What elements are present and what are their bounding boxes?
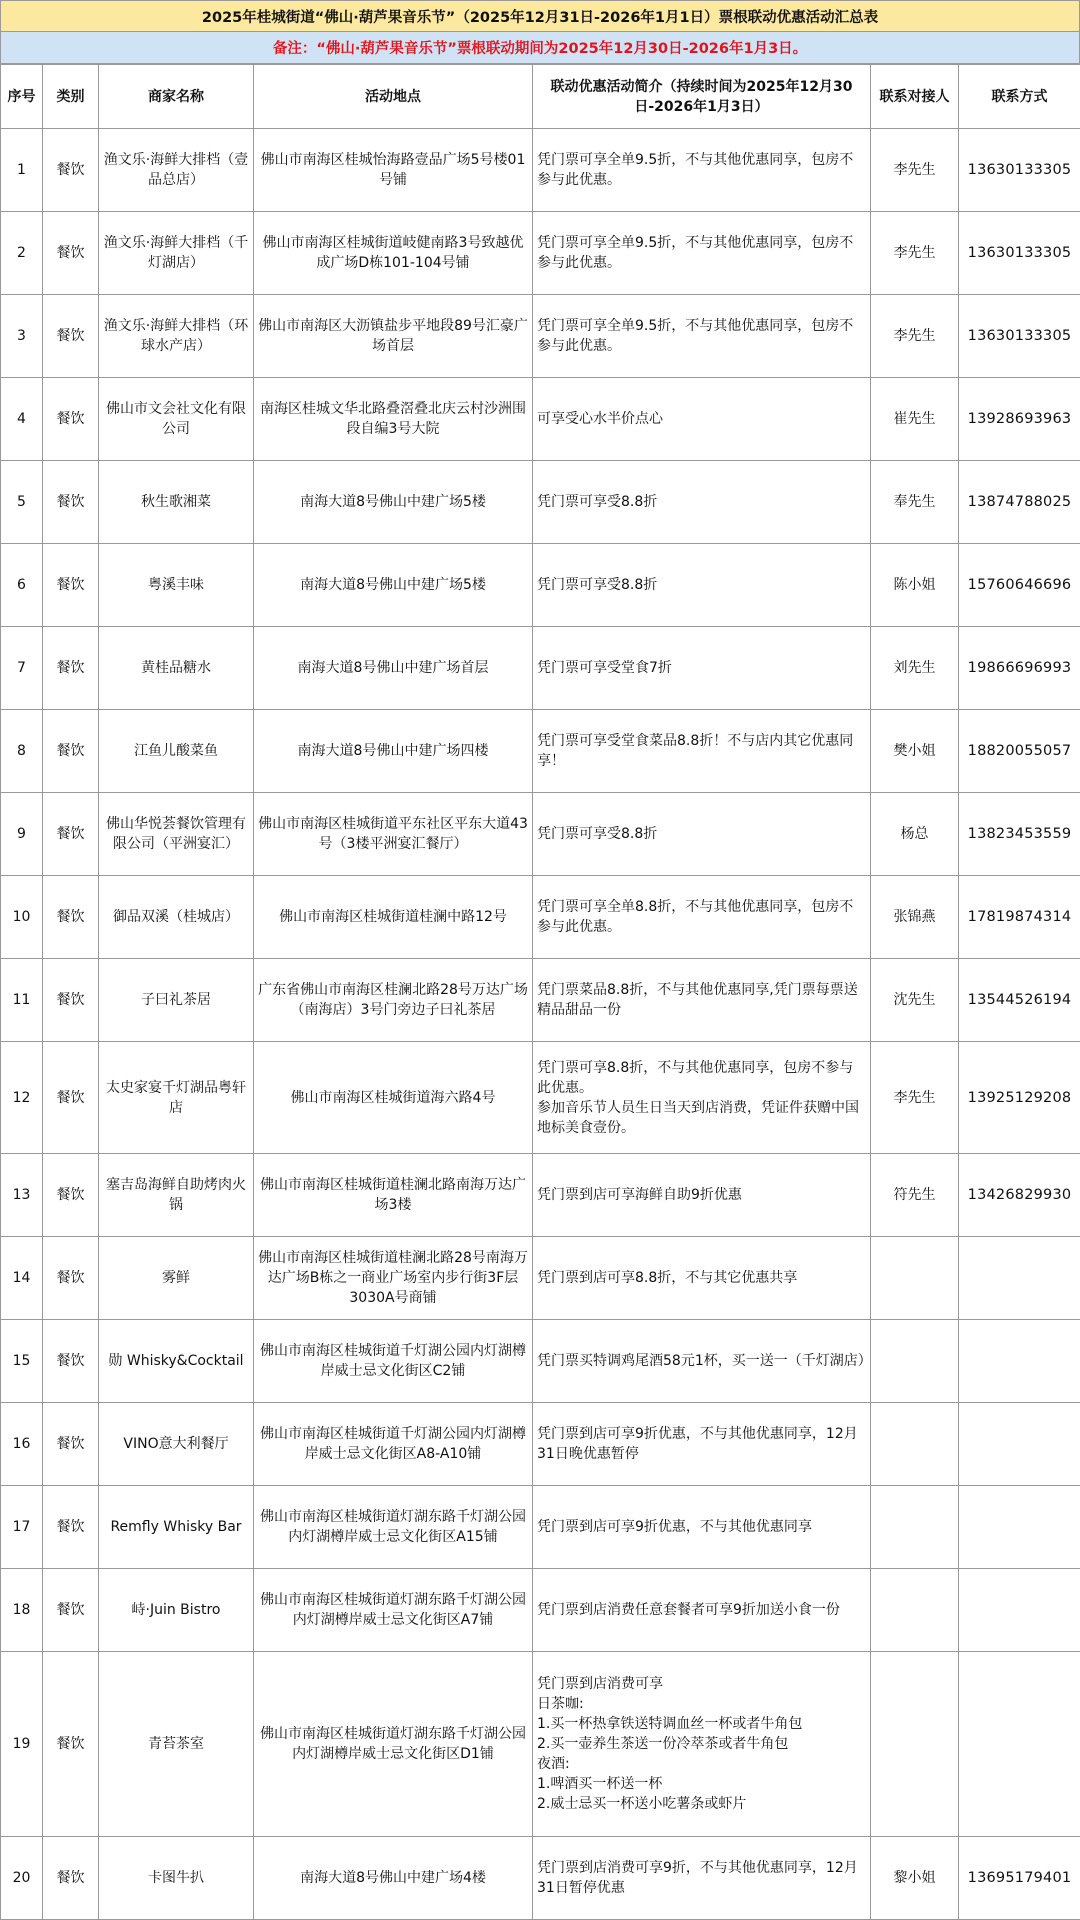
cell-phone: 13630133305 (959, 212, 1080, 295)
cell-phone: 19866696993 (959, 627, 1080, 710)
cell-location: 佛山市南海区桂城怡海路壹品广场5号楼01号铺 (254, 129, 533, 212)
cell-offer: 凭门票到店可享9折优惠，不与其他优惠同享，12月31日晚优惠暂停 (533, 1403, 871, 1486)
cell-location: 广东省佛山市南海区桂澜北路28号万达广场（南海店）3号门旁边子曰礼茶居 (254, 959, 533, 1042)
cell-category: 餐饮 (43, 1042, 99, 1154)
cell-merchant: 渔文乐·海鲜大排档（千灯湖店） (99, 212, 254, 295)
cell-location: 佛山市南海区桂城街道平东社区平东大道43号（3楼平洲宴汇餐厅） (254, 793, 533, 876)
cell-category: 餐饮 (43, 876, 99, 959)
table-row (1, 1569, 1080, 1652)
cell-no: 1 (1, 129, 43, 212)
cell-merchant: 佛山华悦荟餐饮管理有限公司（平洲宴汇） (99, 793, 254, 876)
cell-location: 佛山市南海区大沥镇盐步平地段89号汇豪广场首层 (254, 295, 533, 378)
cell-merchant: 渔文乐·海鲜大排档（壹品总店） (99, 129, 254, 212)
cell-offer: 可享受心水半价点心 (533, 378, 871, 461)
cell-offer: 凭门票菜品8.8折，不与其他优惠同享,凭门票每票送精品甜品一份 (533, 959, 871, 1042)
cell-location: 佛山市南海区桂城街道桂澜北路南海万达广场3楼 (254, 1154, 533, 1237)
cell-phone: 13925129208 (959, 1042, 1080, 1154)
cell-no: 19 (1, 1652, 43, 1837)
cell-phone: 13823453559 (959, 793, 1080, 876)
table-row (1, 793, 1080, 876)
cell-category: 餐饮 (43, 212, 99, 295)
cell-phone: 13630133305 (959, 295, 1080, 378)
table-row (1, 1042, 1080, 1154)
header-row (1, 65, 1080, 129)
table-row (1, 378, 1080, 461)
cell-phone (959, 1569, 1080, 1652)
cell-no: 12 (1, 1042, 43, 1154)
table-row (1, 627, 1080, 710)
cell-offer: 凭门票可享受堂食菜品8.8折！不与店内其它优惠同享！ (533, 710, 871, 793)
cell-contact (871, 1569, 959, 1652)
cell-contact: 沈先生 (871, 959, 959, 1042)
cell-contact (871, 1403, 959, 1486)
cell-offer: 凭门票到店可享8.8折，不与其它优惠共享 (533, 1237, 871, 1320)
cell-no: 13 (1, 1154, 43, 1237)
table-row (1, 876, 1080, 959)
cell-merchant: 勋 Whisky&Cocktail (99, 1320, 254, 1403)
cell-category: 餐饮 (43, 544, 99, 627)
cell-merchant: 秋生歌湘菜 (99, 461, 254, 544)
table-row (1, 1652, 1080, 1837)
cell-no: 7 (1, 627, 43, 710)
cell-no: 15 (1, 1320, 43, 1403)
cell-contact: 李先生 (871, 1042, 959, 1154)
cell-no: 8 (1, 710, 43, 793)
cell-offer: 凭门票可享受堂食7折 (533, 627, 871, 710)
cell-contact (871, 1237, 959, 1320)
cell-phone: 13695179401 (959, 1837, 1080, 1920)
cell-location: 佛山市南海区桂城街道千灯湖公园内灯湖樽岸威士忌文化街区A8-A10铺 (254, 1403, 533, 1486)
cell-offer: 凭门票可享全单9.5折，不与其他优惠同享，包房不参与此优惠。 (533, 295, 871, 378)
cell-contact: 黎小姐 (871, 1837, 959, 1920)
cell-location: 佛山市南海区桂城街道灯湖东路千灯湖公园内灯湖樽岸威士忌文化街区D1铺 (254, 1652, 533, 1837)
cell-no: 9 (1, 793, 43, 876)
table-row (1, 461, 1080, 544)
cell-category: 餐饮 (43, 1652, 99, 1837)
cell-offer: 凭门票买特调鸡尾酒58元1杯，买一送一（千灯湖店） (533, 1320, 871, 1403)
header-offer (533, 65, 871, 129)
header-no: 序号 (1, 65, 43, 129)
cell-category: 餐饮 (43, 461, 99, 544)
cell-phone: 13874788025 (959, 461, 1080, 544)
cell-contact: 李先生 (871, 129, 959, 212)
table-row (1, 959, 1080, 1042)
cell-offer: 凭门票可享受8.8折 (533, 793, 871, 876)
cell-phone (959, 1320, 1080, 1403)
table-row (1, 544, 1080, 627)
cell-merchant: 峙·Juin Bistro (99, 1569, 254, 1652)
cell-location: 佛山市南海区桂城街道桂澜北路28号南海万达广场B栋之一商业广场室内步行街3F层3030A号商铺 (254, 1237, 533, 1320)
cell-contact: 刘先生 (871, 627, 959, 710)
cell-contact (871, 1652, 959, 1837)
cell-merchant: Remfly Whisky Bar (99, 1486, 254, 1569)
cell-no: 6 (1, 544, 43, 627)
table-row (1, 1403, 1080, 1486)
cell-offer: 凭门票到店可享海鲜自助9折优惠 (533, 1154, 871, 1237)
cell-merchant: 子曰礼茶居 (99, 959, 254, 1042)
cell-merchant: 江鱼儿酸菜鱼 (99, 710, 254, 793)
cell-merchant: 渔文乐·海鲜大排档（环球水产店） (99, 295, 254, 378)
table-row (1, 1486, 1080, 1569)
table-row (1, 1320, 1080, 1403)
cell-category: 餐饮 (43, 1403, 99, 1486)
cell-category: 餐饮 (43, 793, 99, 876)
cell-merchant: 卡图牛扒 (99, 1837, 254, 1920)
cell-contact: 崔先生 (871, 378, 959, 461)
cell-category: 餐饮 (43, 129, 99, 212)
cell-no: 11 (1, 959, 43, 1042)
cell-offer: 凭门票可享受8.8折 (533, 461, 871, 544)
cell-category: 餐饮 (43, 295, 99, 378)
cell-offer: 凭门票到店消费任意套餐者可享9折加送小食一份 (533, 1569, 871, 1652)
cell-location: 佛山市南海区桂城街道灯湖东路千灯湖公园内灯湖樽岸威士忌文化街区A7铺 (254, 1569, 533, 1652)
cell-category: 餐饮 (43, 710, 99, 793)
cell-phone: 18820055057 (959, 710, 1080, 793)
cell-contact: 陈小姐 (871, 544, 959, 627)
cell-no: 3 (1, 295, 43, 378)
header-phone: 联系方式 (959, 65, 1080, 129)
cell-phone (959, 1486, 1080, 1569)
table-row (1, 295, 1080, 378)
header-location: 活动地点 (254, 65, 533, 129)
cell-contact (871, 1320, 959, 1403)
cell-phone: 13928693963 (959, 378, 1080, 461)
cell-offer: 凭门票可享全单9.5折，不与其他优惠同享，包房不参与此优惠。 (533, 129, 871, 212)
cell-contact: 樊小姐 (871, 710, 959, 793)
cell-no: 14 (1, 1237, 43, 1320)
cell-category: 餐饮 (43, 1486, 99, 1569)
cell-offer: 凭门票可享受8.8折 (533, 544, 871, 627)
cell-offer: 凭门票到店消费可享9折，不与其他优惠同享，12月31日暂停优惠 (533, 1837, 871, 1920)
offers-table (0, 64, 1080, 1920)
cell-merchant: 塞吉岛海鲜自助烤肉火锅 (99, 1154, 254, 1237)
cell-category: 餐饮 (43, 959, 99, 1042)
cell-location: 南海大道8号佛山中建广场5楼 (254, 461, 533, 544)
cell-contact: 李先生 (871, 212, 959, 295)
cell-location: 佛山市南海区桂城街道千灯湖公园内灯湖樽岸威士忌文化街区C2铺 (254, 1320, 533, 1403)
cell-phone (959, 1237, 1080, 1320)
table-row (1, 1154, 1080, 1237)
cell-merchant: 青苔茶室 (99, 1652, 254, 1837)
cell-location: 佛山市南海区桂城街道桂澜中路12号 (254, 876, 533, 959)
cell-merchant: 黄桂品糖水 (99, 627, 254, 710)
cell-location: 佛山市南海区桂城街道海六路4号 (254, 1042, 533, 1154)
cell-phone: 15760646696 (959, 544, 1080, 627)
cell-category: 餐饮 (43, 1837, 99, 1920)
cell-location: 南海大道8号佛山中建广场4楼 (254, 1837, 533, 1920)
cell-merchant: 粤溪丰味 (99, 544, 254, 627)
cell-no: 4 (1, 378, 43, 461)
sheet-title: 2025年桂城街道“佛山·葫芦果音乐节”（2025年12月31日-2026年1月1日）票根联动优惠活动汇总表 (0, 0, 1080, 32)
cell-no: 20 (1, 1837, 43, 1920)
cell-phone (959, 1652, 1080, 1837)
cell-contact: 符先生 (871, 1154, 959, 1237)
cell-contact: 李先生 (871, 295, 959, 378)
cell-offer: 凭门票可享8.8折，不与其他优惠同享，包房不参与此优惠。 参加音乐节人员生日当天到店消费，凭证件获赠中国地标美食壹份。 (533, 1042, 871, 1154)
cell-phone: 13630133305 (959, 129, 1080, 212)
cell-merchant: 御品双溪（桂城店） (99, 876, 254, 959)
cell-merchant: 佛山市文会社文化有限公司 (99, 378, 254, 461)
cell-category: 餐饮 (43, 1154, 99, 1237)
cell-phone: 13544526194 (959, 959, 1080, 1042)
cell-category: 餐饮 (43, 378, 99, 461)
cell-phone: 13426829930 (959, 1154, 1080, 1237)
cell-no: 2 (1, 212, 43, 295)
cell-offer: 凭门票到店消费可享 日茶咖: 1.买一杯热拿铁送特调血丝一杯或者牛角包 2.买一壶养生茶送一份冷萃茶或者牛角包 夜酒: 1.啤酒买一杯送一杯 2.威士忌买一杯送小吃薯条或虾片 (533, 1652, 871, 1837)
cell-category: 餐饮 (43, 1237, 99, 1320)
cell-contact (871, 1486, 959, 1569)
cell-no: 10 (1, 876, 43, 959)
header-category: 类别 (43, 65, 99, 129)
cell-category: 餐饮 (43, 627, 99, 710)
cell-contact: 张锦燕 (871, 876, 959, 959)
cell-location: 南海区桂城文华北路叠滘叠北庆云村沙洲围段自编3号大院 (254, 378, 533, 461)
cell-no: 5 (1, 461, 43, 544)
cell-no: 18 (1, 1569, 43, 1652)
cell-contact: 杨总 (871, 793, 959, 876)
header-merchant: 商家名称 (99, 65, 254, 129)
cell-category: 餐饮 (43, 1320, 99, 1403)
cell-category: 餐饮 (43, 1569, 99, 1652)
cell-location: 佛山市南海区桂城街道岐健南路3号致越优成广场D栋101-104号铺 (254, 212, 533, 295)
cell-location: 南海大道8号佛山中建广场四楼 (254, 710, 533, 793)
table-row (1, 1837, 1080, 1920)
header-contact: 联系对接人 (871, 65, 959, 129)
cell-offer: 凭门票可享全单9.5折，不与其他优惠同享，包房不参与此优惠。 (533, 212, 871, 295)
cell-location: 佛山市南海区桂城街道灯湖东路千灯湖公园内灯湖樽岸威士忌文化街区A15铺 (254, 1486, 533, 1569)
cell-no: 17 (1, 1486, 43, 1569)
sheet-note: 备注：“佛山·葫芦果音乐节”票根联动期间为2025年12月30日-2026年1月3日。 (0, 32, 1080, 64)
cell-contact: 奉先生 (871, 461, 959, 544)
cell-merchant: VINO意大利餐厅 (99, 1403, 254, 1486)
table-row (1, 710, 1080, 793)
table-body (1, 129, 1080, 1920)
cell-phone: 17819874314 (959, 876, 1080, 959)
cell-no: 16 (1, 1403, 43, 1486)
table-row (1, 129, 1080, 212)
cell-merchant: 雾鲜 (99, 1237, 254, 1320)
cell-offer: 凭门票到店可享9折优惠，不与其他优惠同享 (533, 1486, 871, 1569)
table-row (1, 1237, 1080, 1320)
cell-phone (959, 1403, 1080, 1486)
table-row (1, 212, 1080, 295)
cell-merchant: 太史家宴千灯湖品粤轩店 (99, 1042, 254, 1154)
header-offer-text: 联动优惠活动简介（持续时间为2025年12月30日-2026年1月3日） (551, 79, 853, 115)
cell-location: 南海大道8号佛山中建广场5楼 (254, 544, 533, 627)
cell-offer: 凭门票可享全单8.8折，不与其他优惠同享，包房不参与此优惠。 (533, 876, 871, 959)
cell-location: 南海大道8号佛山中建广场首层 (254, 627, 533, 710)
